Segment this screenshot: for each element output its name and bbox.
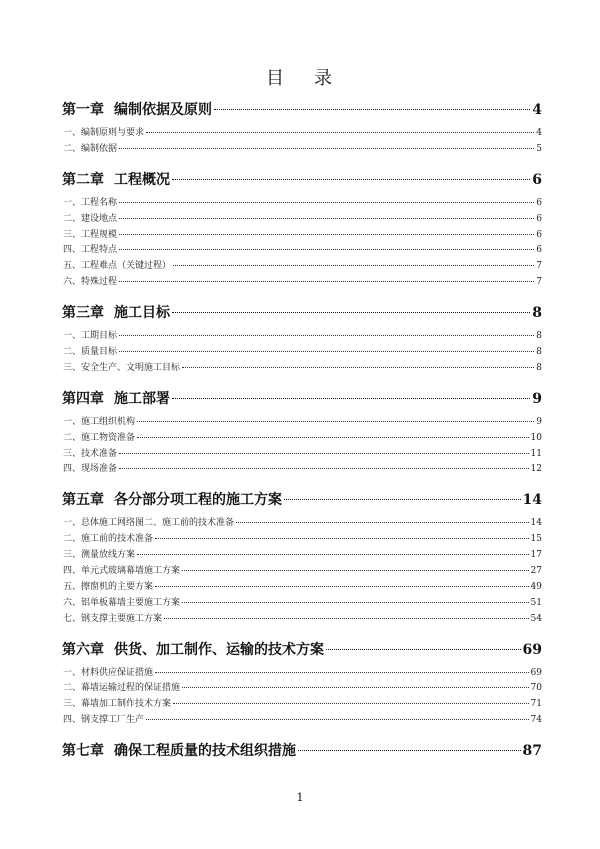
- chapter-page: 14: [522, 492, 542, 509]
- section-page: 8: [536, 347, 542, 358]
- chapter-number: 第一章: [62, 102, 104, 118]
- toc-section[interactable]: [62, 462, 542, 478]
- section-page: 70: [530, 683, 542, 694]
- page-number: 1: [296, 791, 304, 804]
- section-page: 8: [536, 331, 542, 342]
- toc-section[interactable]: [62, 275, 542, 291]
- dot-leader: [214, 109, 530, 110]
- section-page: 74: [530, 715, 542, 726]
- section-page: 14: [530, 518, 542, 529]
- toc-section[interactable]: [62, 548, 542, 564]
- toc-chapter-5[interactable]: [62, 490, 542, 510]
- dot-leader: [172, 312, 530, 313]
- chapter-page: 69: [522, 641, 542, 658]
- toc-section[interactable]: [62, 259, 542, 275]
- toc-chapter-2[interactable]: [62, 170, 542, 190]
- dot-leader: [182, 602, 529, 603]
- dot-leader: [298, 750, 521, 751]
- dot-leader: [155, 586, 529, 587]
- section-title: 四、工程特点: [63, 245, 118, 256]
- section-title: 三、测量放线方案: [63, 550, 136, 561]
- title-char-1: 目: [266, 68, 286, 89]
- section-title: 二、质量目标: [63, 347, 118, 358]
- section-title: 三、技术准备: [63, 448, 118, 459]
- section-page: 5: [536, 143, 542, 154]
- toc-chapter-7[interactable]: [62, 741, 542, 761]
- section-title: 二、编制依据: [63, 143, 118, 154]
- section-title: 二、施工前的技术准备: [63, 534, 154, 545]
- chapter-title: 施工目标: [114, 305, 170, 322]
- section-page: 6: [536, 197, 542, 208]
- section-title: 六、铝单板幕墙主要施工方案: [63, 597, 181, 608]
- section-page: 8: [536, 362, 542, 373]
- dot-leader: [236, 522, 529, 523]
- section-title: 一、总体施工网络图二、施工前的技术准备: [63, 518, 235, 529]
- section-title: 四、现场准备: [63, 464, 118, 475]
- chapter-title: 施工部署: [114, 390, 170, 407]
- dot-leader: [119, 351, 534, 352]
- section-page: 4: [536, 128, 542, 138]
- section-page: 71: [530, 699, 542, 710]
- toc-section[interactable]: [62, 666, 542, 682]
- toc-section[interactable]: [62, 713, 542, 729]
- chapter-title: 工程概况: [114, 171, 170, 188]
- toc-chapter-1[interactable]: [62, 100, 542, 120]
- section-page: 54: [530, 613, 542, 624]
- chapter-page: 9: [532, 390, 542, 407]
- section-title: 二、建设地点: [63, 213, 118, 224]
- title-char-2: 录: [314, 68, 334, 89]
- dot-leader: [284, 499, 521, 500]
- section-title: 六、特殊过程: [63, 277, 118, 288]
- toc-section[interactable]: [62, 361, 542, 377]
- section-page: 51: [530, 597, 542, 608]
- toc-section[interactable]: [62, 516, 542, 532]
- chapter-title: 编制依据及原则: [114, 102, 212, 118]
- section-title: 二、施工物资准备: [63, 432, 136, 443]
- toc-section[interactable]: [62, 243, 542, 259]
- dot-leader: [119, 202, 534, 203]
- section-title: 一、工程名称: [63, 197, 118, 208]
- section-title: 一、施工组织机构: [63, 416, 136, 427]
- chapter-number: 第二章: [62, 171, 104, 188]
- section-title: 三、工程规模: [63, 229, 118, 240]
- toc-section[interactable]: [62, 142, 542, 158]
- dot-leader: [173, 703, 529, 704]
- toc-section[interactable]: [62, 415, 542, 431]
- toc-section[interactable]: [62, 564, 542, 580]
- dot-leader: [137, 421, 534, 422]
- toc-section[interactable]: [62, 431, 542, 447]
- section-title: 四、单元式玻璃幕墙施工方案: [63, 566, 181, 577]
- section-page: 6: [536, 213, 542, 224]
- chapter-page: 8: [532, 305, 542, 322]
- toc-section[interactable]: [62, 681, 542, 697]
- toc-section[interactable]: [62, 196, 542, 212]
- chapter-page: 4: [532, 102, 542, 118]
- section-title: 四、钢支撑工厂生产: [63, 715, 145, 726]
- dot-leader: [172, 179, 530, 180]
- toc-section[interactable]: [62, 212, 542, 228]
- dot-leader: [119, 453, 529, 454]
- chapter-page: 87: [522, 743, 542, 760]
- toc-section[interactable]: [62, 228, 542, 244]
- dot-leader: [146, 132, 534, 133]
- toc-chapter-6[interactable]: [62, 640, 542, 660]
- dot-leader: [182, 687, 529, 688]
- section-page: 69: [530, 667, 542, 678]
- table-of-contents: [62, 100, 542, 761]
- section-page: 7: [536, 261, 542, 272]
- section-title: 五、工程难点（关键过程）: [63, 261, 172, 272]
- section-title: 一、编制原则与要求: [63, 128, 145, 138]
- dot-leader: [173, 265, 534, 266]
- dot-leader: [137, 554, 529, 555]
- section-page: 27: [530, 566, 542, 577]
- page-title: [0, 64, 600, 90]
- section-page: 9: [536, 416, 542, 427]
- chapter-title: 各分部分项工程的施工方案: [114, 492, 282, 509]
- section-title: 三、幕墙加工制作技术方案: [63, 699, 172, 710]
- section-title: 一、材料供应保证措施: [63, 667, 154, 678]
- section-page: 10: [530, 432, 542, 443]
- chapter-number: 第三章: [62, 305, 104, 322]
- dot-leader: [155, 538, 529, 539]
- dot-leader: [119, 234, 534, 235]
- section-page: 11: [530, 448, 542, 459]
- chapter-number: 第六章: [62, 641, 104, 658]
- toc-section[interactable]: [62, 596, 542, 612]
- dot-leader: [164, 618, 529, 619]
- section-page: 17: [530, 550, 542, 561]
- dot-leader: [326, 649, 521, 650]
- dot-leader: [182, 570, 529, 571]
- chapter-number: 第五章: [62, 492, 104, 509]
- dot-leader: [137, 437, 529, 438]
- dot-leader: [119, 249, 534, 250]
- chapter-page: 6: [532, 171, 542, 188]
- toc-section[interactable]: [62, 532, 542, 548]
- toc-chapter-4[interactable]: [62, 389, 542, 409]
- section-title: 三、安全生产、文明施工目标: [63, 362, 181, 373]
- dot-leader: [119, 218, 534, 219]
- toc-section[interactable]: [62, 329, 542, 345]
- section-page: 7: [536, 277, 542, 288]
- dot-leader: [119, 148, 534, 149]
- dot-leader: [155, 672, 529, 673]
- toc-chapter-3[interactable]: [62, 303, 542, 323]
- dot-leader: [146, 719, 529, 720]
- toc-section[interactable]: [62, 612, 542, 628]
- toc-section[interactable]: [62, 447, 542, 463]
- section-title: 二、幕墙运输过程的保证措施: [63, 683, 181, 694]
- dot-leader: [119, 335, 534, 336]
- section-page: 12: [530, 464, 542, 475]
- section-title: 七、钢支撑主要施工方案: [63, 613, 163, 624]
- section-title: 一、工期目标: [63, 331, 118, 342]
- toc-section[interactable]: [62, 126, 542, 142]
- section-page: 49: [530, 581, 542, 592]
- toc-section[interactable]: [62, 697, 542, 713]
- chapter-title: 供货、加工制作、运输的技术方案: [114, 641, 324, 658]
- dot-leader: [119, 281, 534, 282]
- chapter-number: 第七章: [62, 743, 104, 760]
- dot-leader: [119, 468, 529, 469]
- section-page: 15: [530, 534, 542, 545]
- dot-leader: [182, 367, 534, 368]
- chapter-title: 确保工程质量的技术组织措施: [114, 743, 296, 760]
- section-page: 6: [536, 229, 542, 240]
- chapter-number: 第四章: [62, 390, 104, 407]
- toc-section[interactable]: [62, 345, 542, 361]
- dot-leader: [172, 398, 530, 399]
- section-page: 6: [536, 245, 542, 256]
- section-title: 五、擦窗机的主要方案: [63, 581, 154, 592]
- toc-section[interactable]: [62, 580, 542, 596]
